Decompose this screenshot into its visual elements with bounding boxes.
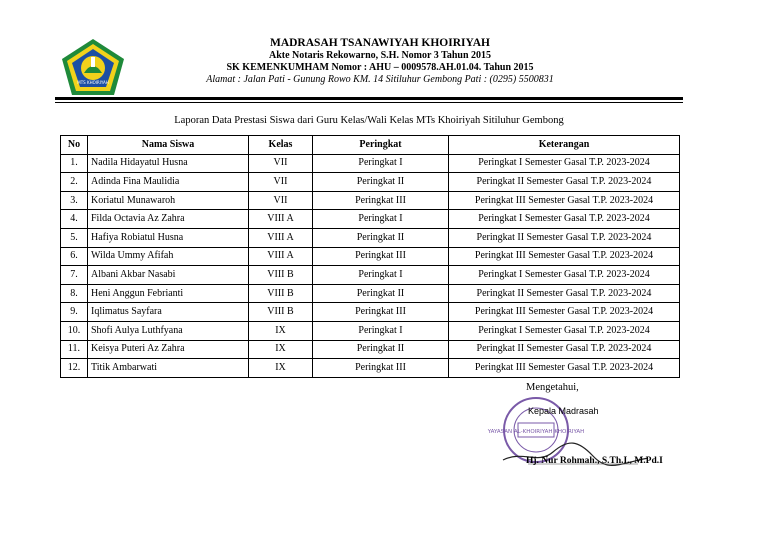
- table-row: [61, 154, 680, 173]
- cell-kelas: VII: [249, 191, 313, 210]
- cell-peringkat: Peringkat II: [313, 340, 449, 359]
- cell-keterangan: Peringkat II Semester Gasal T.P. 2023-2024: [449, 284, 680, 303]
- col-header-no: No: [61, 136, 88, 155]
- cell-nama: Nadila Hidayatul Husna: [88, 154, 249, 173]
- cell-keterangan: Peringkat III Semester Gasal T.P. 2023-2024: [449, 359, 680, 378]
- table-row: [61, 359, 680, 378]
- cell-kelas: VII: [249, 154, 313, 173]
- cell-no: 12.: [61, 359, 88, 378]
- student-achievement-table: [60, 135, 680, 378]
- cell-no: 1.: [61, 154, 88, 173]
- cell-kelas: VIII A: [249, 210, 313, 229]
- col-header-peringkat: Peringkat: [313, 136, 449, 155]
- cell-nama: Iqlimatus Sayfara: [88, 303, 249, 322]
- cell-keterangan: Peringkat II Semester Gasal T.P. 2023-2024: [449, 228, 680, 247]
- cell-keterangan: Peringkat I Semester Gasal T.P. 2023-2024: [449, 321, 680, 340]
- table-row: [61, 340, 680, 359]
- cell-nama: Adinda Fina Maulidia: [88, 173, 249, 192]
- cell-peringkat: Peringkat I: [313, 321, 449, 340]
- table-row: [61, 173, 680, 192]
- cell-nama: Wilda Ummy Afifah: [88, 247, 249, 266]
- cell-keterangan: Peringkat I Semester Gasal T.P. 2023-2024: [449, 210, 680, 229]
- header-rule-thin: [55, 102, 683, 103]
- table-body: [61, 154, 680, 377]
- cell-kelas: IX: [249, 321, 313, 340]
- cell-kelas: IX: [249, 359, 313, 378]
- cell-peringkat: Peringkat I: [313, 210, 449, 229]
- col-header-keterangan: Keterangan: [449, 136, 680, 155]
- cell-keterangan: Peringkat I Semester Gasal T.P. 2023-2024: [449, 154, 680, 173]
- cell-no: 3.: [61, 191, 88, 210]
- table-row: [61, 266, 680, 285]
- cell-nama: Koriatul Munawaroh: [88, 191, 249, 210]
- cell-nama: Keisya Puteri Az Zahra: [88, 340, 249, 359]
- cell-no: 11.: [61, 340, 88, 359]
- report-title: Laporan Data Prestasi Siswa dari Guru Kelas/Wali Kelas MTs Khoiriyah Sitiluhur Gembong: [174, 115, 564, 126]
- letterhead: [150, 37, 610, 86]
- table-row: [61, 247, 680, 266]
- cell-peringkat: Peringkat III: [313, 191, 449, 210]
- stamp-text: YAYASAN AL-KHOIRIYAH KHOIRIYAH: [487, 429, 585, 435]
- cell-no: 6.: [61, 247, 88, 266]
- cell-keterangan: Peringkat III Semester Gasal T.P. 2023-2024: [449, 247, 680, 266]
- signer-name: Hj. Nur Rohmah., S.Th.I., M.Pd.I: [526, 456, 663, 466]
- cell-peringkat: Peringkat II: [313, 284, 449, 303]
- cell-peringkat: Peringkat III: [313, 359, 449, 378]
- cell-no: 4.: [61, 210, 88, 229]
- cell-nama: Titik Ambarwati: [88, 359, 249, 378]
- cell-kelas: VIII B: [249, 284, 313, 303]
- cell-nama: Filda Octavia Az Zahra: [88, 210, 249, 229]
- cell-peringkat: Peringkat II: [313, 228, 449, 247]
- school-name: MADRASAH TSANAWIYAH KHOIRIYAH: [269, 37, 491, 49]
- sk-line: SK KEMENKUMHAM Nomor : AHU – 0009578.AH.01.04. Tahun 2015: [226, 62, 534, 73]
- cell-keterangan: Peringkat III Semester Gasal T.P. 2023-2024: [449, 191, 680, 210]
- cell-keterangan: Peringkat I Semester Gasal T.P. 2023-2024: [449, 266, 680, 285]
- cell-kelas: VIII A: [249, 228, 313, 247]
- header-rule-thick: [55, 97, 683, 100]
- address-line: Alamat : Jalan Pati - Gunung Rowo KM. 14 Sitiluhur Gembong Pati : (0295) 5500831: [206, 74, 554, 85]
- cell-no: 9.: [61, 303, 88, 322]
- col-header-nama: Nama Siswa: [88, 136, 249, 155]
- notary-line: Akte Notaris Rekowarno, S.H. Nomor 3 Tahun 2015: [268, 50, 492, 61]
- cell-no: 10.: [61, 321, 88, 340]
- cell-no: 7.: [61, 266, 88, 285]
- table-row: [61, 284, 680, 303]
- cell-peringkat: Peringkat I: [313, 154, 449, 173]
- cell-nama: Albani Akbar Nasabi: [88, 266, 249, 285]
- table-row: [61, 191, 680, 210]
- cell-no: 8.: [61, 284, 88, 303]
- table-row: [61, 228, 680, 247]
- cell-keterangan: Peringkat II Semester Gasal T.P. 2023-2024: [449, 340, 680, 359]
- cell-peringkat: Peringkat III: [313, 303, 449, 322]
- cell-keterangan: Peringkat III Semester Gasal T.P. 2023-2024: [449, 303, 680, 322]
- cell-kelas: VII: [249, 173, 313, 192]
- cell-keterangan: Peringkat II Semester Gasal T.P. 2023-2024: [449, 173, 680, 192]
- cell-nama: Hafiya Robiatul Husna: [88, 228, 249, 247]
- cell-peringkat: Peringkat II: [313, 173, 449, 192]
- cell-kelas: VIII A: [249, 247, 313, 266]
- table-header-row: [61, 136, 680, 155]
- acknowledged-label: Mengetahui,: [526, 382, 579, 393]
- cell-kelas: VIII B: [249, 303, 313, 322]
- table-row: [61, 210, 680, 229]
- logo-text: MTS KHOIRIYAH: [77, 80, 109, 85]
- cell-nama: Shofi Aulya Luthfyana: [88, 321, 249, 340]
- cell-peringkat: Peringkat III: [313, 247, 449, 266]
- table-row: [61, 321, 680, 340]
- cell-kelas: VIII B: [249, 266, 313, 285]
- signer-role: Kepala Madrasah: [528, 406, 599, 416]
- cell-no: 5.: [61, 228, 88, 247]
- school-logo: [58, 37, 128, 99]
- cell-peringkat: Peringkat I: [313, 266, 449, 285]
- col-header-kelas: Kelas: [249, 136, 313, 155]
- table-row: [61, 303, 680, 322]
- cell-no: 2.: [61, 173, 88, 192]
- cell-nama: Heni Anggun Febrianti: [88, 284, 249, 303]
- cell-kelas: IX: [249, 340, 313, 359]
